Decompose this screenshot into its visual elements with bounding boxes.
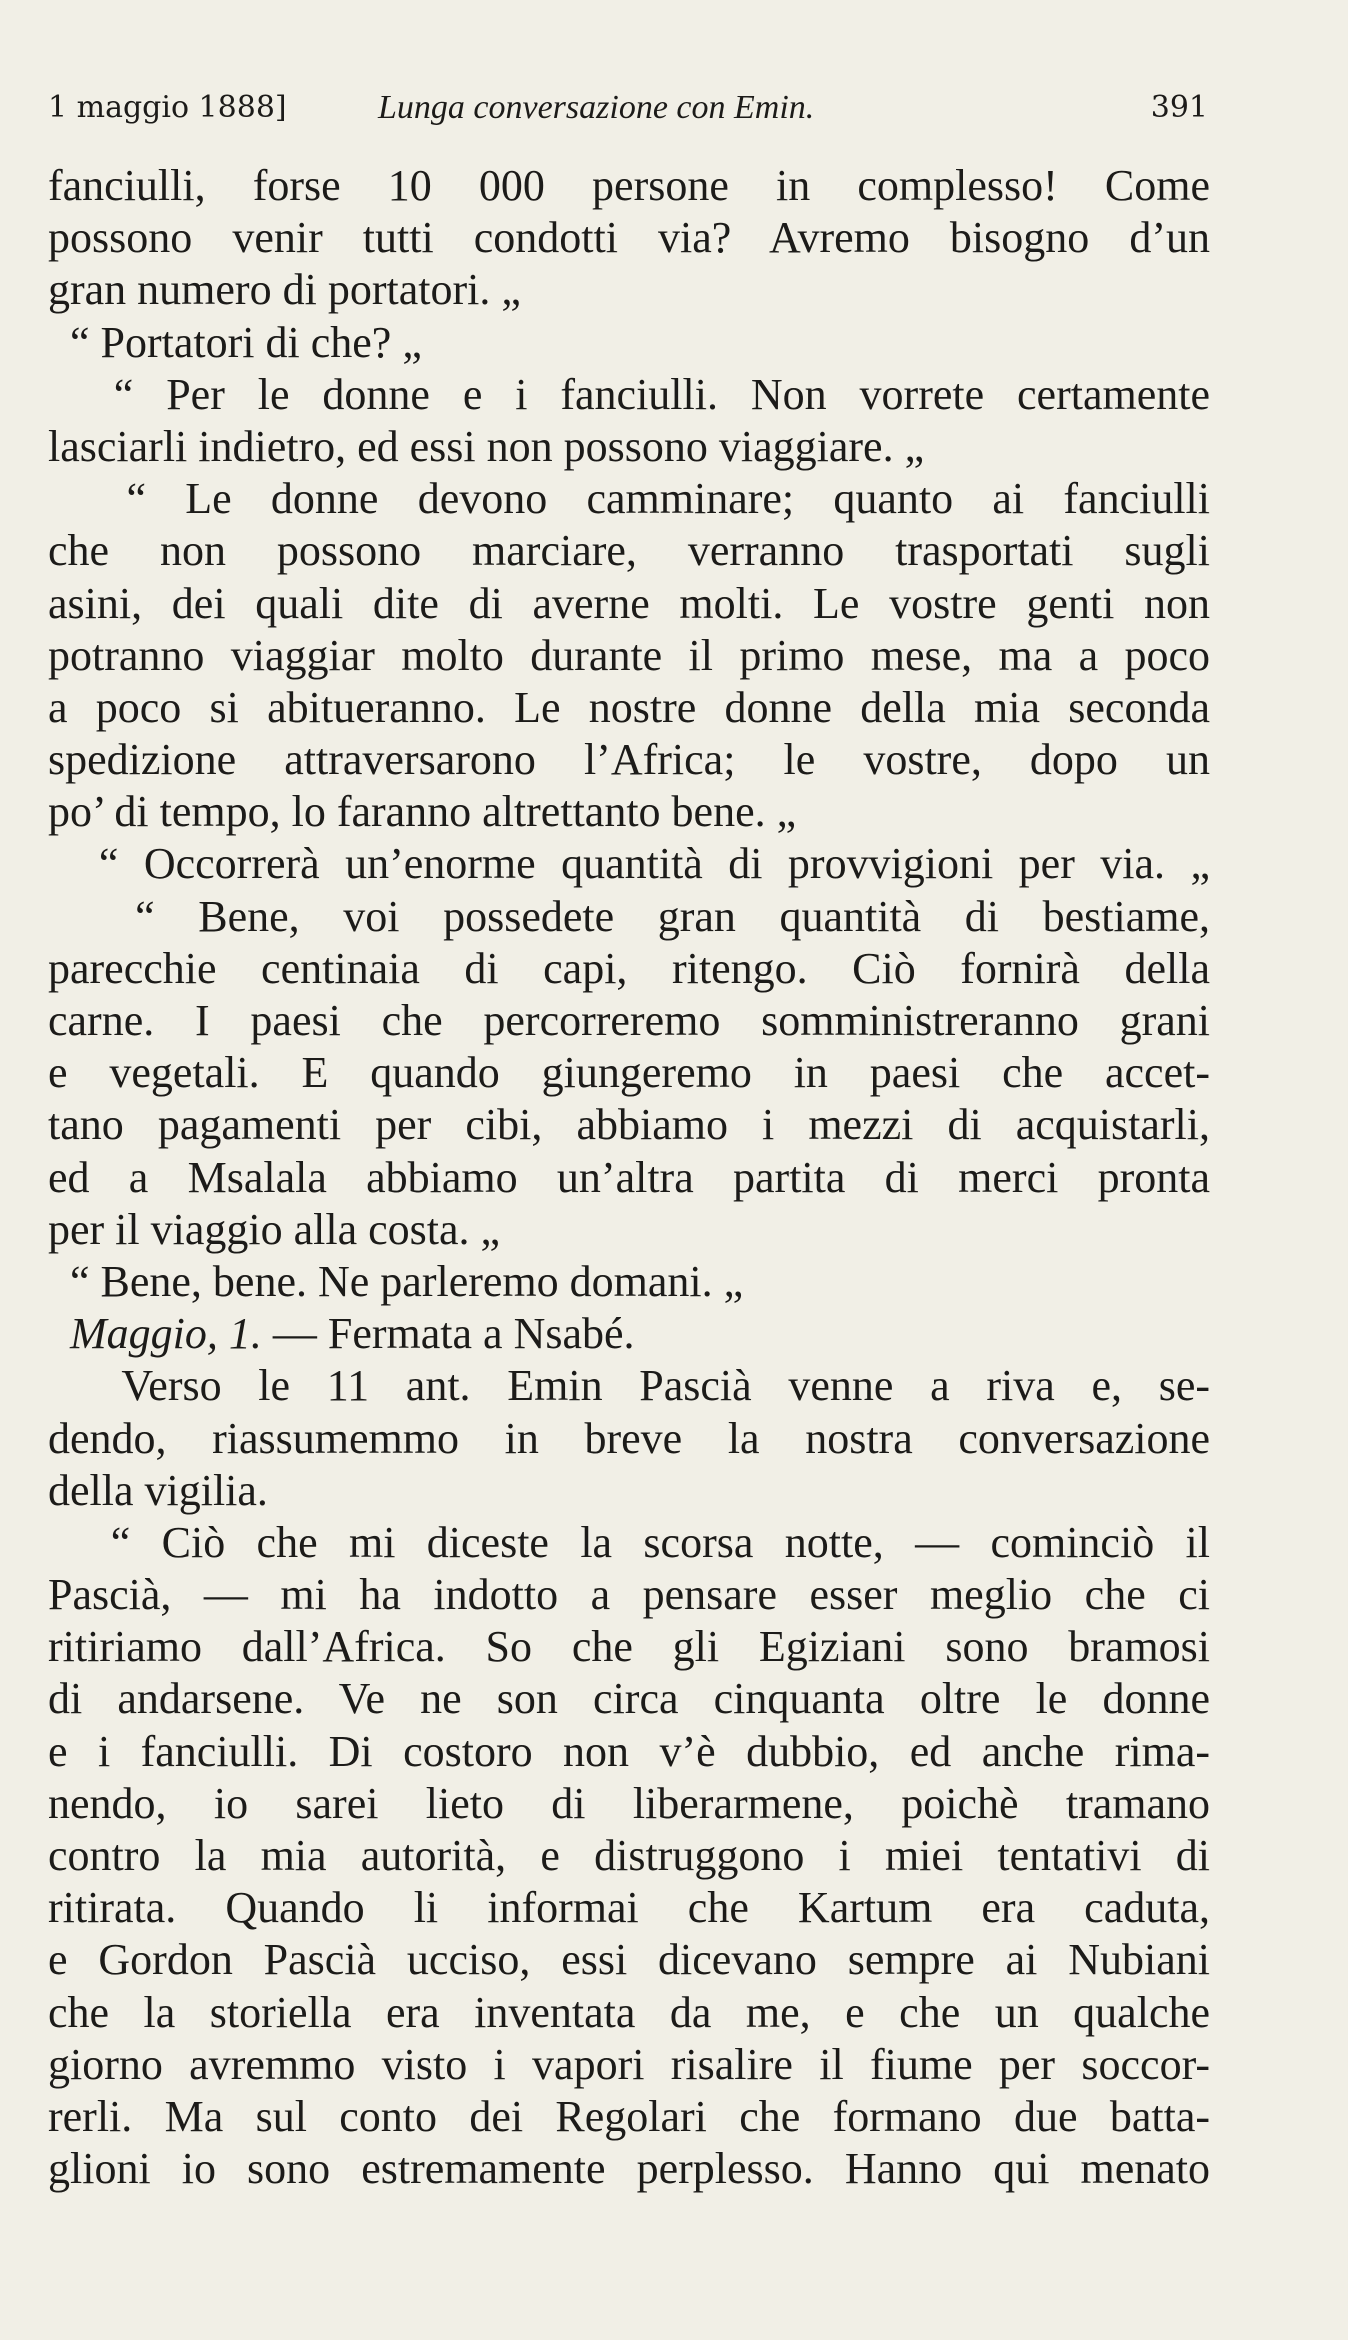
text-line: spedizione attraversarono l’Africa; le vostre, dopo un bbox=[48, 735, 1210, 785]
text-line: “ Ciò che mi diceste la scorsa notte, — cominciò il bbox=[48, 1517, 1210, 1567]
running-head bbox=[48, 86, 1208, 130]
text-line: “ Per le donne e i fanciulli. Non vorrete certamente bbox=[48, 369, 1210, 419]
date-entry: Maggio, 1. bbox=[70, 1309, 262, 1359]
text-line: ed a Msalala abbiamo un’altra partita di merci pronta bbox=[48, 1152, 1210, 1202]
text-line: ritiriamo dall’Africa. So che gli Egiziani sono bramosi bbox=[48, 1622, 1210, 1672]
text-line: potranno viaggiar molto durante il primo mese, ma a poco bbox=[48, 630, 1210, 680]
text-line: per il viaggio alla costa. „ bbox=[48, 1204, 501, 1254]
text-line: giorno avremmo visto i vapori risalire il fiume per soccor- bbox=[48, 2039, 1210, 2089]
text-line: di andarsene. Ve ne son circa cinquanta oltre le donne bbox=[48, 1674, 1210, 1724]
text-line: carne. I paesi che percorreremo somministreranno grani bbox=[48, 996, 1210, 1045]
text-line: della vigilia. bbox=[48, 1465, 268, 1515]
body-text bbox=[48, 160, 1210, 2195]
text-line: lasciarli indietro, ed essi non possono viaggiare. „ bbox=[48, 421, 925, 471]
text-line: “ Occorrerà un’enorme quantità di provvigioni per via. „ bbox=[48, 839, 1210, 889]
text-line: che non possono marciare, verranno trasportati sugli bbox=[48, 526, 1210, 576]
text-line: e i fanciulli. Di costoro non v’è dubbio, ed anche rima- bbox=[48, 1726, 1210, 1776]
text-line bbox=[48, 1308, 1210, 1360]
text-line: nendo, io sarei lieto di liberarmene, poichè tramano bbox=[48, 1778, 1210, 1828]
text-line: dendo, riassumemmo in breve la nostra conversazione bbox=[48, 1413, 1210, 1463]
header-date: 1 maggio 1888] bbox=[48, 90, 287, 125]
text-line: e Gordon Pascià ucciso, essi dicevano sempre ai Nubiani bbox=[48, 1935, 1210, 1985]
text-line: tano pagamenti per cibi, abbiamo i mezzi di acquistarli, bbox=[48, 1100, 1210, 1150]
text-line: glioni io sono estremamente perplesso. Hanno qui menato bbox=[48, 2144, 1210, 2194]
text-line: a poco si abitueranno. Le nostre donne della mia seconda bbox=[48, 682, 1210, 732]
text-line: “ Bene, bene. Ne parleremo domani. „ bbox=[48, 1256, 744, 1306]
text-line: “ Portatori di che? „ bbox=[48, 317, 422, 367]
text-line: “ Bene, voi possedete gran quantità di bestiame, bbox=[48, 891, 1210, 941]
text-line: fanciulli, forse 10 000 persone in complesso! Come bbox=[48, 161, 1210, 210]
page-number: 391 bbox=[1150, 90, 1208, 125]
text-line: gran numero di portatori. „ bbox=[48, 265, 521, 315]
header-title: Lunga conversazione con Emin. bbox=[378, 89, 815, 126]
text-line: possono venir tutti condotti via? Avremo bisogno d’un bbox=[48, 213, 1210, 263]
line-text: — Fermata a Nsabé. bbox=[261, 1309, 635, 1359]
text-line: e vegetali. E quando giungeremo in paesi che accet- bbox=[48, 1048, 1210, 1098]
text-line: contro la mia autorità, e distruggono i miei tentativi di bbox=[48, 1831, 1210, 1880]
text-line: asini, dei quali dite di averne molti. Le vostre genti non bbox=[48, 578, 1210, 628]
text-line: ritirata. Quando li informai che Kartum era caduta, bbox=[48, 1883, 1210, 1933]
text-line: parecchie centinaia di capi, ritengo. Ciò fornirà della bbox=[48, 943, 1210, 993]
text-line: che la storiella era inventata da me, e che un qualche bbox=[48, 1987, 1210, 2037]
text-line: Pascià, — mi ha indotto a pensare esser meglio che ci bbox=[48, 1570, 1210, 1620]
text-line: rerli. Ma sul conto dei Regolari che formano due batta- bbox=[48, 2091, 1210, 2141]
text-line: “ Le donne devono camminare; quanto ai fanciulli bbox=[48, 474, 1210, 524]
text-line: po’ di tempo, lo faranno altrettanto bene. „ bbox=[48, 787, 797, 837]
text-line: Verso le 11 ant. Emin Pascià venne a riva e, se- bbox=[48, 1361, 1210, 1411]
